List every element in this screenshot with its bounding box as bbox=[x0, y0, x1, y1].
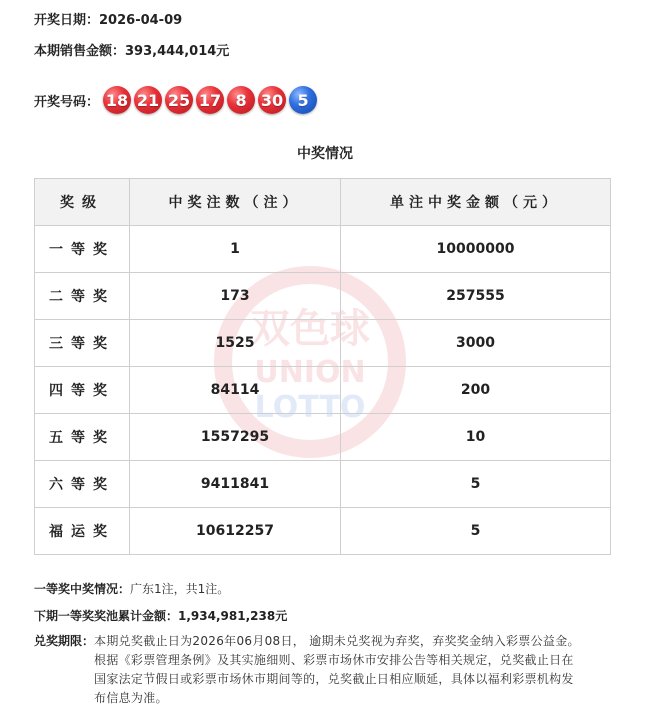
winning-numbers-row bbox=[34, 85, 320, 115]
first-prize-label: 一等奖中奖情况： bbox=[34, 582, 131, 596]
red-ball: 25 bbox=[165, 86, 193, 114]
winner-count: 173 bbox=[130, 273, 341, 320]
prize-amount: 10 bbox=[341, 414, 611, 461]
table-row bbox=[35, 508, 611, 555]
draw-date-line bbox=[34, 9, 182, 28]
claim-deadline-text: 本期兑奖截止日为2026年06月08日， 逾期未兑奖视为弃奖，弃奖奖金纳入彩票公益金。根据《彩票管理条例》及其实施细则、彩票市场休市安排公告等相关规定，兑奖截止日在国家法定节假日或彩票市场休市期间等的，兑奖截止日相应顺延，具体以福利彩票机构发布信息为准。 bbox=[94, 634, 580, 705]
winner-count: 1557295 bbox=[130, 414, 341, 461]
red-ball: 21 bbox=[134, 86, 162, 114]
prize-level: 四等奖 bbox=[35, 367, 130, 414]
sales-label: 本期销售金额： bbox=[34, 44, 126, 59]
first-prize-info bbox=[34, 580, 229, 597]
prize-amount: 5 bbox=[341, 461, 611, 508]
winner-count: 9411841 bbox=[130, 461, 341, 508]
draw-date-label: 开奖日期： bbox=[34, 13, 100, 28]
table-header-row bbox=[35, 179, 611, 226]
jackpot-pool-label: 下期一等奖奖池累计金额： bbox=[34, 609, 179, 623]
blue-ball: 5 bbox=[289, 86, 317, 114]
winning-numbers-label: 开奖号码： bbox=[34, 94, 100, 110]
draw-date-value: 2026-04-09 bbox=[99, 13, 183, 28]
table-row bbox=[35, 367, 611, 414]
jackpot-pool-value: 1,934,981,238元 bbox=[178, 609, 288, 623]
red-ball: 30 bbox=[258, 86, 286, 114]
jackpot-pool-info bbox=[34, 607, 287, 624]
prize-level: 六等奖 bbox=[35, 461, 130, 508]
sales-value: 393,444,014元 bbox=[125, 44, 230, 59]
watermark-logo-lotto: LOTTO bbox=[254, 390, 366, 425]
winner-count: 84114 bbox=[130, 367, 341, 414]
table-row bbox=[35, 414, 611, 461]
prize-level: 五等奖 bbox=[35, 414, 130, 461]
winner-count: 10612257 bbox=[130, 508, 341, 555]
header-count: 中奖注数（注） bbox=[130, 179, 341, 226]
table-row bbox=[35, 273, 611, 320]
watermark-logo-union: UNION bbox=[254, 355, 366, 390]
claim-deadline-label: 兑奖期限： bbox=[34, 634, 95, 648]
prize-level: 二等奖 bbox=[35, 273, 130, 320]
prize-level: 一等奖 bbox=[35, 226, 130, 273]
winner-count: 1525 bbox=[130, 320, 341, 367]
prize-table bbox=[34, 178, 611, 555]
red-ball: 8 bbox=[227, 86, 255, 114]
table-row bbox=[35, 226, 611, 273]
first-prize-value: 广东1注，共1注。 bbox=[130, 582, 230, 596]
section-title: 中奖情况 bbox=[297, 146, 353, 162]
table-row bbox=[35, 461, 611, 508]
prize-level: 福运奖 bbox=[35, 508, 130, 555]
red-ball: 18 bbox=[103, 86, 131, 114]
table-row bbox=[35, 320, 611, 367]
prize-level: 三等奖 bbox=[35, 320, 130, 367]
prize-amount: 10000000 bbox=[341, 226, 611, 273]
header-amount: 单注中奖金额（元） bbox=[341, 179, 611, 226]
claim-deadline-info bbox=[34, 632, 584, 708]
watermark-logo-cn: 双色球 bbox=[250, 306, 370, 352]
prize-amount: 257555 bbox=[341, 273, 611, 320]
winner-count: 1 bbox=[130, 226, 341, 273]
prize-amount: 5 bbox=[341, 508, 611, 555]
prize-amount: 3000 bbox=[341, 320, 611, 367]
red-ball: 17 bbox=[196, 86, 224, 114]
header-level: 奖级 bbox=[35, 179, 130, 226]
sales-amount-line bbox=[34, 40, 229, 59]
prize-amount: 200 bbox=[341, 367, 611, 414]
